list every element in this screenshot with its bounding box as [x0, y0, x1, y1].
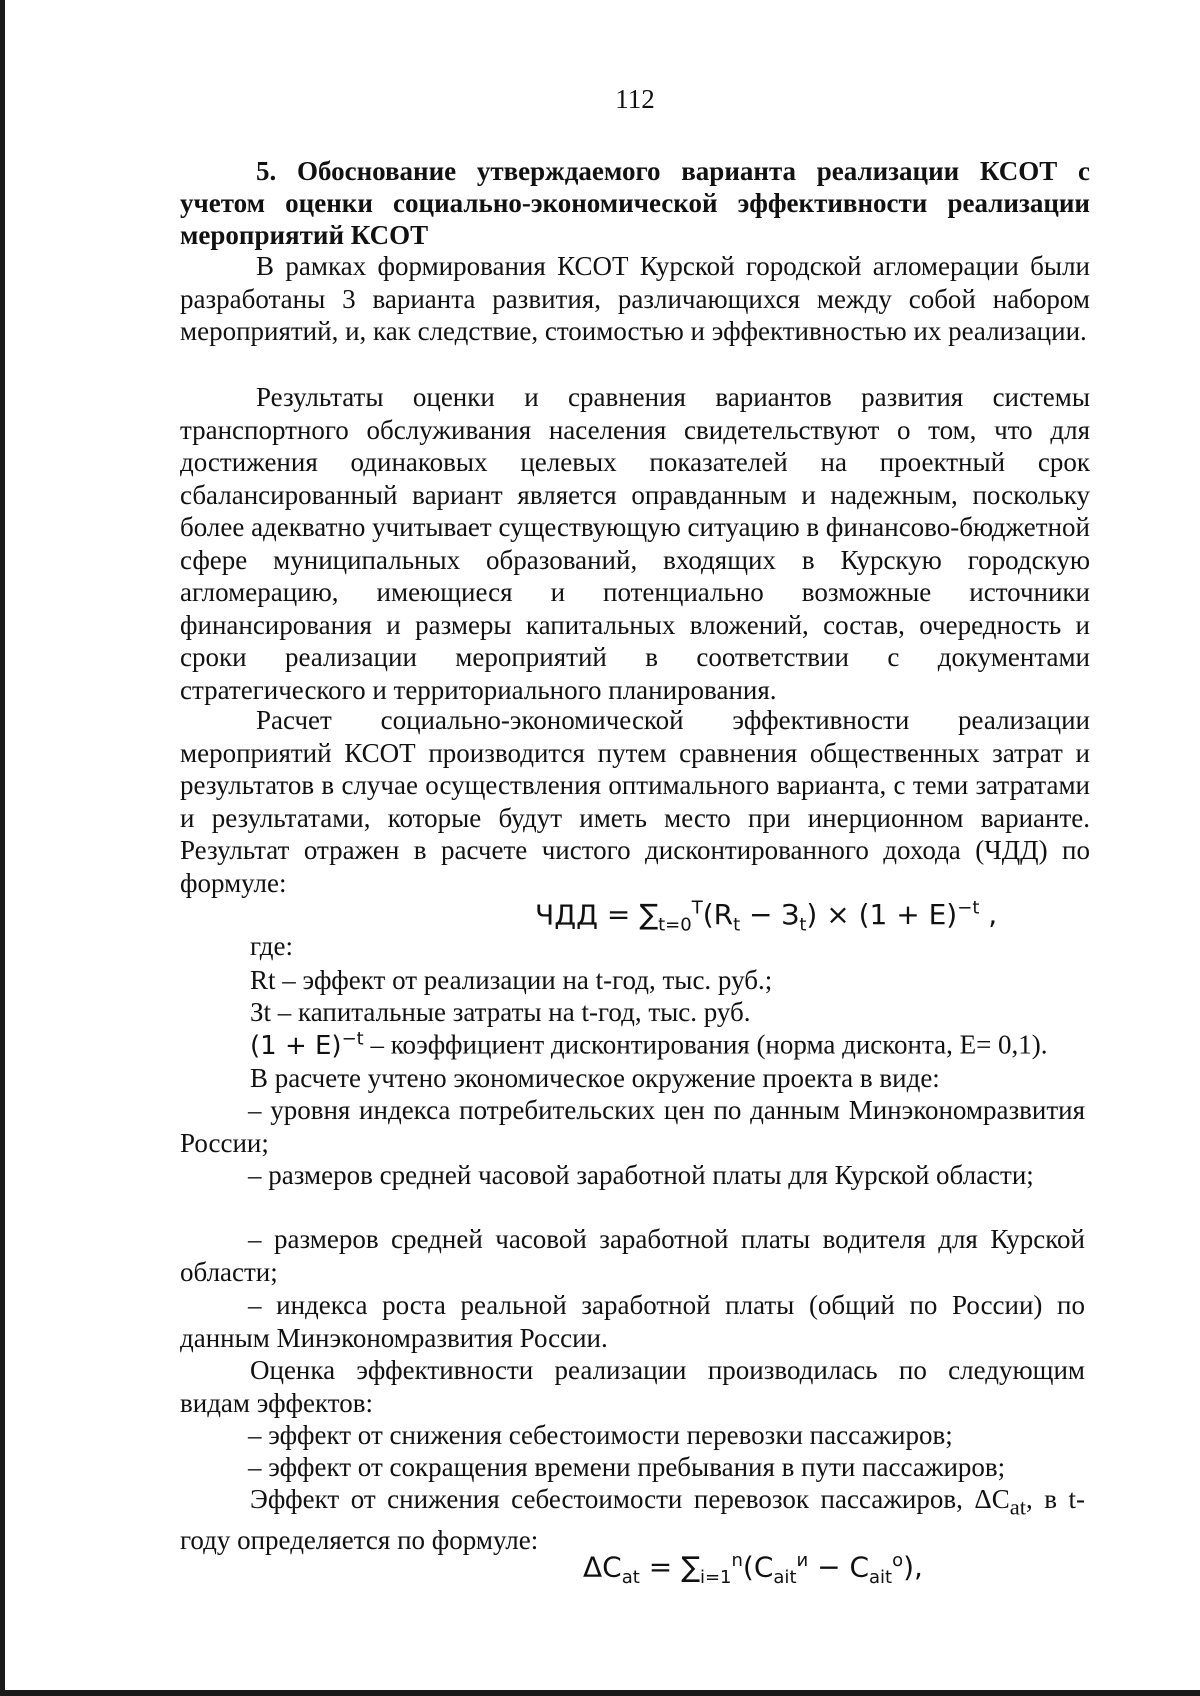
discount-text: – коэффициент дисконтирования (норма дисконта, Е= 0,1). [363, 1029, 1048, 1060]
list-item-effect-1: – эффект от снижения себестоимости перевозки пассажиров; [248, 1420, 953, 1450]
list-item-env-2: – размеров средней часовой заработной платы для Курской области; [248, 1160, 1034, 1190]
npv-formula-lhs: ЧДД [535, 898, 598, 932]
paragraph-cost-effect: Эффект от снижения себестоимости перевозок пассажиров, $\Delta C_{at}$, в t-году определяется по формуле: [180, 1484, 1085, 1555]
npv-formula-rhs: = $\sum_{t=0}^T(R_t - З_t) \times (1 + E)^{-t}$ , [606, 898, 998, 936]
paragraph-calculation: Расчет социально-экономической эффективности реализации мероприятий КСОТ производится путем сравнения общественных затрат и результатов в случае осуществления оптимального варианта, с теми затратами и результатами, которые будут иметь место при инерционном варианте. Результат отражен в расчете чистого дисконтированного дохода (ЧДД) по формуле: [180, 705, 1090, 898]
cost-effect-formula: $\Delta C_{at} = \sum_{i=1}^n(C_{ait}^и - C_{ait}^о)$, [583, 1550, 923, 1588]
paragraph-effects-intro: Оценка эффективности реализации производилась по следующим видам эффектов: [180, 1355, 1085, 1418]
definition-discount [250, 1028, 1048, 1061]
environment-intro: В расчете учтено экономическое окружение проекта в виде: [250, 1063, 940, 1093]
page-number: 112 [615, 84, 655, 114]
discount-formula: $(1 + E)^{-t}$ [250, 1028, 364, 1061]
paragraph-variants: В рамках формирования КСОТ Курской городской агломерации были разработаны 3 варианта развития, различающихся между собой набором мероприятий, и, как следствие, стоимостью и эффективностью их реализации. [180, 251, 1090, 346]
list-item-effect-2: – эффект от сокращения времени пребывания в пути пассажиров; [248, 1452, 1006, 1482]
scan-edge-left [0, 0, 5, 1696]
paragraph-results: Результаты оценки и сравнения вариантов развития системы транспортного обслуживания населения свидетельствуют о том, что для достижения одинаковых целевых показателей на проектный срок сбалансированный вариант является оправданным и надежным, поскольку более адекватно учитывает существующую ситуацию в финансово-бюджетной сфере муниципальных образований, входящих в Курскую городскую агломерацию, имеющиеся и потенциально возможные источники финансирования и размеры капитальных вложений, состав, очередность и сроки реализации мероприятий в соответствии с документами стратегического и территориального планирования. [180, 382, 1090, 705]
where-label: где: [250, 931, 293, 961]
scan-edge-bottom [0, 1690, 1200, 1696]
list-item-env-4: – индекса роста реальной заработной платы (общий по России) по данным Минэкономразвития России. [180, 1290, 1085, 1353]
list-item-env-1: – уровня индекса потребительских цен по данным Минэкономразвития России; [180, 1095, 1085, 1158]
npv-formula [535, 898, 997, 936]
section-heading: 5. Обоснование утверждаемого варианта реализации КСОТ с учетом оценки социально-экономической эффективности реализации мероприятий КСОТ [180, 156, 1090, 250]
definition-zt: Зt – капитальные затраты на t-год, тыс. руб. [250, 997, 751, 1027]
list-item-env-3: – размеров средней часовой заработной платы водителя для Курской области; [180, 1224, 1085, 1287]
definition-rt: Rt – эффект от реализации на t-год, тыс. руб.; [250, 965, 773, 995]
